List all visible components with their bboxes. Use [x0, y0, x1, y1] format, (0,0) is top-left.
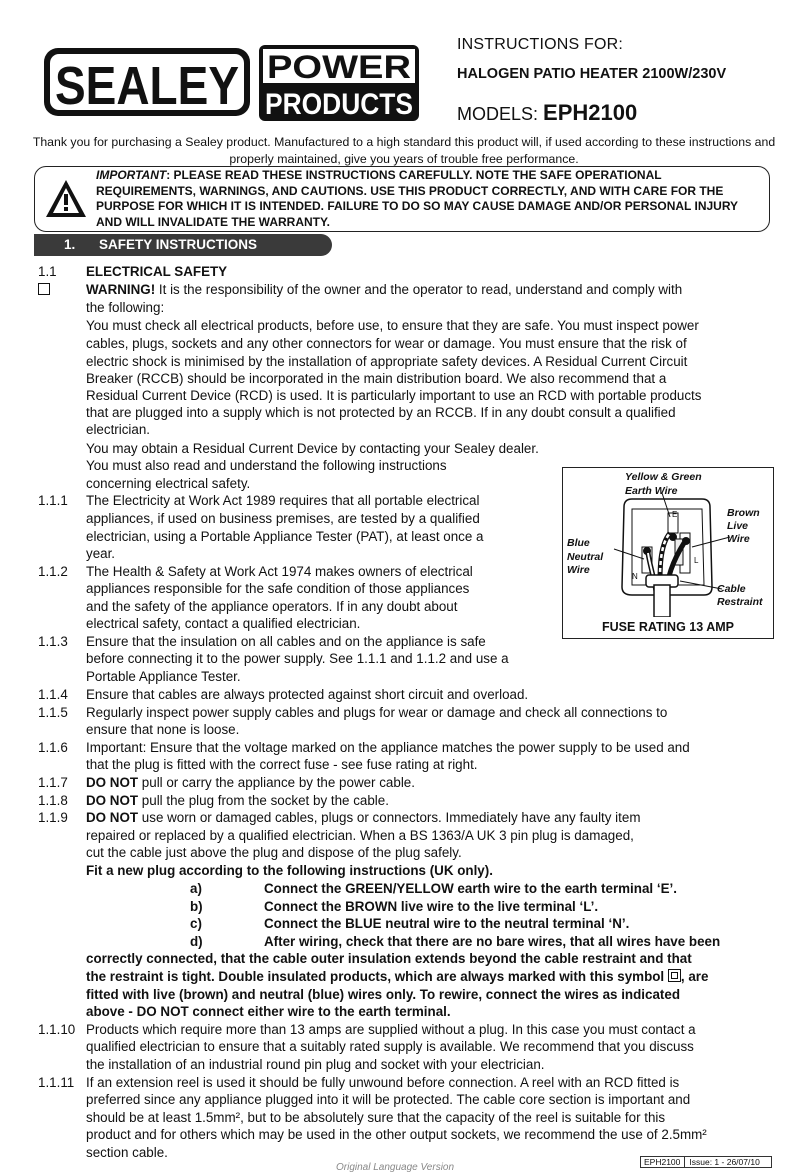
item-line	[86, 809, 640, 827]
step-key: b)	[190, 899, 203, 914]
step-d-line	[86, 968, 708, 986]
body-line: You must also read and understand the following instructions	[86, 458, 447, 473]
cable-label: Cable	[717, 583, 746, 595]
warning-label: WARNING!	[86, 282, 156, 297]
double-insulated-icon	[668, 969, 681, 982]
do-not-label: DO NOT	[86, 810, 139, 825]
doc-issue: Issue: 1 - 26/07/10	[689, 1157, 760, 1167]
item-line: cut the cable just above the plug and dispose of the plug safely.	[86, 845, 462, 860]
item-line: appliances responsible for the safe condition of those appliances	[86, 581, 470, 596]
instructions-for-label: INSTRUCTIONS FOR:	[457, 36, 624, 53]
do-not-label: DO NOT	[86, 775, 139, 790]
live-label: Live	[727, 520, 749, 532]
do-not-label: DO NOT	[86, 793, 139, 808]
step-d-line: correctly connected, that the cable outer insulation extends beyond the cable restraint and that	[86, 951, 692, 966]
step-d-text: the restraint is tight. Double insulated products, which are always marked with this symbol	[86, 969, 665, 984]
body-line: Breaker (RCCB) should be incorporated in the main distribution board. We also recommend that a	[86, 371, 667, 386]
warning-line	[86, 281, 682, 299]
item-line: before connecting it to the power supply. See 1.1.1 and 1.1.2 and use a	[86, 651, 509, 666]
item-line: If an extension reel is used it should be fully unwound before connection. A reel with an RCD fitted is	[86, 1075, 680, 1090]
item-line: preferred since any appliance plugged into it will be protected. The cable core section is important and	[86, 1092, 691, 1107]
item-number: 1.1.11	[38, 1075, 75, 1090]
item-number: 1.1.9	[38, 810, 68, 825]
logo-power-text: POWER	[267, 49, 411, 85]
item-number: 1.1.8	[38, 793, 68, 808]
item-line: The Health & Safety at Work Act 1974 makes owners of electrical	[86, 564, 473, 579]
terminal-n-label: N	[632, 572, 638, 581]
item-line: electrician, using a Portable Appliance Tester (PAT), at least once a	[86, 529, 484, 544]
item-line: Ensure that the insulation on all cables and on the appliance is safe	[86, 634, 486, 649]
item-line	[86, 792, 389, 810]
blue-label: Blue	[567, 537, 590, 549]
item-text: use worn or damaged cables, plugs or connectors. Immediately have any faulty item	[138, 810, 641, 825]
item-line: and the safety of the appliance operators. If in any doubt about	[86, 599, 458, 614]
body-line: Residual Current Device (RCD) is used. It is particularly important to use an RCD with portable products	[86, 388, 702, 403]
item-line: ensure that none is loose.	[86, 722, 240, 737]
restraint-label: Restraint	[717, 596, 763, 608]
important-notice-text	[96, 168, 764, 230]
doc-ref: EPH2100	[644, 1157, 685, 1167]
item-line: Important: Ensure that the voltage marked on the appliance matches the power supply to be used and	[86, 740, 690, 755]
live-wire-label: Wire	[727, 533, 750, 545]
item-number: 1.1.10	[38, 1022, 76, 1037]
item-line: Portable Appliance Tester.	[86, 669, 241, 684]
logo-main-text: SEALEY	[55, 56, 239, 116]
product-title: HALOGEN PATIO HEATER 2100W/230V	[457, 66, 727, 82]
earth-wire-label: Earth Wire	[625, 485, 678, 497]
original-language-note: Original Language Version	[336, 1162, 455, 1173]
item-number: 1.1.1	[38, 493, 68, 508]
subsection-title: ELECTRICAL SAFETY	[86, 264, 228, 279]
important-label: IMPORTANT	[96, 168, 167, 182]
item-line: Regularly inspect power supply cables and plugs for wear or damage and check all connections to	[86, 705, 668, 720]
item-line: The Electricity at Work Act 1989 requires that all portable electrical	[86, 493, 480, 508]
terminal-e-label: E	[672, 510, 678, 519]
item-line: should be at least 1.5mm², but to be absolutely sure that the capacity of the reel is suitable for this	[86, 1110, 666, 1125]
item-line: section cable.	[86, 1145, 168, 1160]
doc-reference-box	[640, 1156, 772, 1168]
section-header-safety	[34, 234, 332, 256]
step-text: Connect the BROWN live wire to the live terminal ‘L’.	[264, 899, 599, 914]
body-line: cables, plugs, sockets and any other connectors for wear or damage. You must ensure that the risk of	[86, 336, 687, 351]
item-line: appliances, if used on business premises, are tested by a qualified	[86, 511, 480, 526]
neutral-wire-label: Wire	[567, 564, 590, 576]
thank-you-text: Thank you for purchasing a Sealey product. Manufactured to a high standard this product will, if used according to these instructions and properly maintained, give you years of trouble free performance.	[32, 135, 776, 166]
body-line: electrician.	[86, 422, 151, 437]
fit-plug-heading: Fit a new plug according to the following instructions (UK only).	[86, 863, 493, 878]
checkbox-icon	[38, 283, 50, 295]
item-line: electrical safety, contact a qualified electrician.	[86, 616, 361, 631]
item-line: that the plug is fitted with the correct fuse - see fuse rating at right.	[86, 757, 478, 772]
model-number: EPH2100	[543, 100, 638, 125]
body-line: the following:	[86, 300, 165, 315]
important-body: : PLEASE READ THESE INSTRUCTIONS CAREFULLY. NOTE THE SAFE OPERATIONAL REQUIREMENTS, WARNINGS, AND CAUTIONS. USE THIS PRODUCT CORRECTLY, AND WITH CARE FOR THE PURPOSE FOR WHICH IT IS INTENDED. FAILURE TO DO SO MAY CAUSE DAMAGE AND/OR PERSONAL INJURY AND WILL INVALIDATE THE WARRANTY.	[96, 168, 738, 229]
step-d-line: fitted with live (brown) and neutral (blue) wires only. To rewire, connect the wires as indicated	[86, 987, 680, 1002]
item-line	[86, 774, 415, 792]
item-line: the installation of an industrial round pin plug and socket with your electrician.	[86, 1057, 545, 1072]
step-key: a)	[190, 881, 202, 896]
step-d-line: above - DO NOT connect either wire to the earth terminal.	[86, 1004, 451, 1019]
logo-products-text: PRODUCTS	[265, 88, 413, 121]
item-number: 1.1.6	[38, 740, 68, 755]
item-number: 1.1.4	[38, 687, 68, 702]
item-number: 1.1.5	[38, 705, 68, 720]
item-number: 1.1.3	[38, 634, 68, 649]
item-line: repaired or replaced by a qualified electrician. When a BS 1363/A UK 3 pin plug is damaged,	[86, 828, 634, 843]
item-line: year.	[86, 546, 116, 561]
sealey-logo	[42, 46, 252, 118]
item-line: qualified electrician to ensure that a suitably rated supply is available. We recommend that you discuss	[86, 1039, 694, 1054]
neutral-label: Neutral	[567, 551, 604, 563]
item-line: product and for others which may be used in the other output sockets, we recommend the use of 2.5mm²	[86, 1127, 707, 1142]
item-text: pull or carry the appliance by the power cable.	[138, 775, 415, 790]
power-products-logo	[258, 44, 420, 122]
models-line	[457, 100, 637, 126]
section-title: SAFETY INSTRUCTIONS	[99, 237, 258, 252]
body-line: You must check all electrical products, before use, to ensure that they are safe. You must inspect power	[86, 318, 699, 333]
yellow-green-label: Yellow & Green	[625, 471, 702, 483]
step-text: Connect the BLUE neutral wire to the neutral terminal ‘N’.	[264, 916, 630, 931]
step-key: d)	[190, 934, 203, 949]
item-text: pull the plug from the socket by the cable.	[138, 793, 389, 808]
brown-label: Brown	[727, 507, 760, 519]
item-line: Products which require more than 13 amps are supplied without a plug. In this case you must contact a	[86, 1022, 696, 1037]
body-line: You may obtain a Residual Current Device by contacting your Sealey dealer.	[86, 441, 539, 456]
fuse-rating: FUSE RATING 13 AMP	[602, 620, 734, 634]
terminal-l-label: L	[694, 556, 699, 565]
models-label: MODELS:	[457, 104, 544, 124]
step-d-text: , are	[680, 969, 709, 984]
warning-text: It is the responsibility of the owner and the operator to read, understand and comply with	[155, 282, 683, 297]
warning-triangle-icon	[44, 178, 88, 220]
body-line: that are plugged into a supply which is not protected by an RCCB. If in any doubt consult a qualified	[86, 405, 676, 420]
body-line: electric shock is minimised by the installation of appropriate safety devices. A Residual Current Circuit	[86, 354, 688, 369]
section-number: 1.	[64, 237, 76, 252]
item-number: 1.1.7	[38, 775, 68, 790]
item-line: Ensure that cables are always protected against short circuit and overload.	[86, 687, 529, 702]
subsection-number: 1.1	[38, 264, 57, 279]
step-key: c)	[190, 916, 202, 931]
body-line: concerning electrical safety.	[86, 476, 251, 491]
step-text: After wiring, check that there are no bare wires, that all wires have been	[264, 934, 721, 949]
item-number: 1.1.2	[38, 564, 68, 579]
step-text: Connect the GREEN/YELLOW earth wire to the earth terminal ‘E’.	[264, 881, 677, 896]
